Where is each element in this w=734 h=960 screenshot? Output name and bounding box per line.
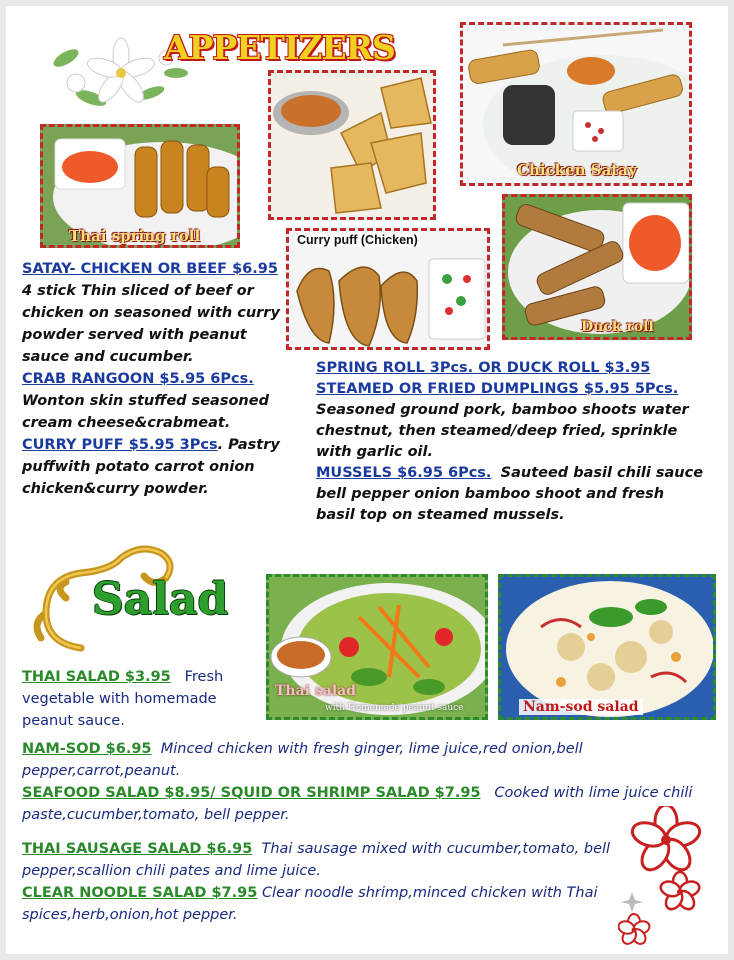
- menu-item-title: THAI SAUSAGE SALAD $6.95: [22, 841, 253, 857]
- menu-item-description: Thai sausage mixed with cucumber,tomato, bell pepper,scallion chili pates and lime juice.: [22, 841, 611, 879]
- menu-item-title: SATAY- CHICKEN OR BEEF $6.95: [22, 261, 278, 277]
- menu-item-nam-sod: [22, 738, 712, 782]
- menu-item-description: Seasoned ground pork, bamboo shoots water chestnut, then steamed/deep fried, sprinkle with garlic oil.: [316, 402, 689, 460]
- menu-item-title: CLEAR NOODLE SALAD $7.95: [22, 885, 258, 901]
- appetizers-right-column: [316, 358, 706, 526]
- menu-item-clear-noodle-salad: [22, 882, 622, 926]
- menu-item-description: Fresh vegetable with homemade peanut sauce.: [22, 669, 224, 729]
- menu-item-mussels: [316, 463, 706, 526]
- menu-item-description: Clear noodle shrimp,minced chicken with Thai spices,herb,onion,hot pepper.: [22, 885, 598, 923]
- appetizers-left-column: [22, 258, 284, 500]
- red-flower-decoration-icon: [618, 806, 722, 950]
- menu-item-description: Minced chicken with fresh ginger, lime juice,red onion,bell pepper,carrot,peanut.: [22, 741, 583, 779]
- menu-item-title: SEAFOOD SALAD $8.95/ SQUID OR SHRIMP SALAD $7.95: [22, 785, 481, 801]
- thai-spring-roll-photo: [40, 124, 240, 248]
- thai-spring-roll-caption: Thai spring roll: [69, 227, 201, 245]
- nam-sod-salad-photo: [498, 574, 716, 720]
- menu-item-spring-roll: [316, 358, 706, 379]
- menu-item-title: THAI SALAD $3.95: [22, 669, 171, 685]
- curry-puff-caption: Curry puff (Chicken): [297, 233, 418, 247]
- menu-item-description: 4 stick Thin sliced of beef or chicken on seasoned with curry powder served with peanut sauce and cucumber.: [22, 283, 280, 365]
- thai-salad-caption: Thai salad: [275, 683, 356, 699]
- curry-puff-photo: [286, 228, 490, 350]
- chicken-satay-photo: [460, 22, 692, 186]
- menu-item-description: Cooked with lime juice chili paste,cucumber,tomato, bell pepper.: [22, 785, 693, 823]
- menu-item-curry-puff: [22, 434, 284, 500]
- nam-sod-caption: Nam-sod salad: [519, 699, 643, 715]
- crab-rangoon-photo: [268, 70, 436, 220]
- menu-item-title: SPRING ROLL 3Pcs. OR DUCK ROLL $3.95: [316, 360, 651, 376]
- menu-item-title: STEAMED OR FRIED DUMPLINGS $5.95 5Pcs.: [316, 381, 679, 397]
- menu-item-description: Wonton skin stuffed seasoned cream cheese&crabmeat.: [22, 393, 269, 431]
- thai-salad-photo: [266, 574, 488, 720]
- menu-item-seafood-salad: [22, 782, 712, 826]
- duck-roll-caption: Duck roll: [581, 319, 654, 335]
- chicken-satay-caption: Chicken Satay: [517, 161, 637, 179]
- menu-page: [6, 6, 728, 954]
- menu-item-description: . Pastry puffwith potato carrot onion chicken&curry powder.: [22, 437, 280, 497]
- menu-item-satay: [22, 258, 284, 368]
- menu-item-thai-sausage-salad: [22, 838, 622, 882]
- menu-item-title: CURRY PUFF $5.95 3Pcs: [22, 437, 218, 453]
- salad-heading: Salad: [92, 574, 229, 625]
- menu-item-title: CRAB RANGOON $5.95 6Pcs.: [22, 371, 254, 387]
- appetizers-heading: APPETIZERS: [164, 28, 395, 67]
- duck-roll-photo: [502, 194, 692, 340]
- menu-item-crab-rangoon: [22, 368, 284, 434]
- menu-item-thai-salad: [22, 666, 262, 732]
- menu-item-dumplings: [316, 379, 706, 463]
- menu-item-title: NAM-SOD $6.95: [22, 741, 152, 757]
- menu-item-description: Sauteed basil chili sauce bell pepper onion bamboo shoot and fresh basil top on steamed mussels.: [316, 465, 704, 523]
- menu-item-title: MUSSELS $6.95 6Pcs.: [316, 465, 492, 481]
- thai-salad-subcaption: with Homemade peanut sauce: [325, 703, 464, 713]
